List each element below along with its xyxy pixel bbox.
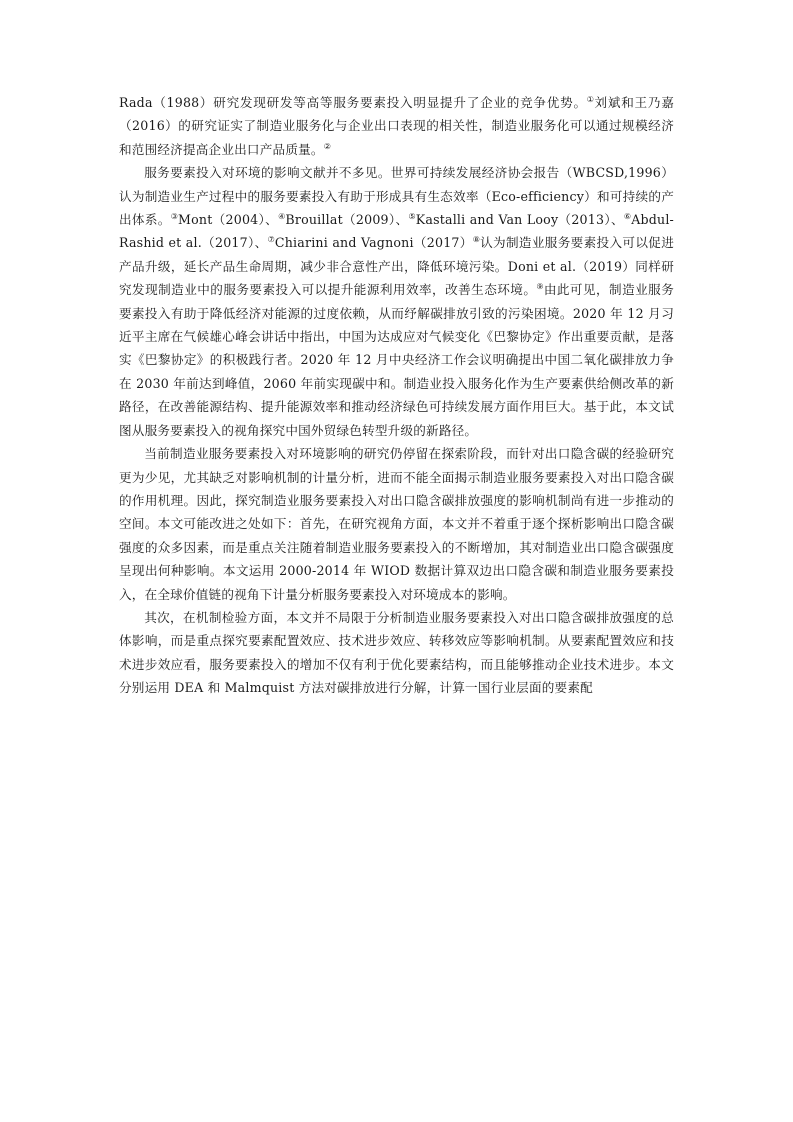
footnote-marker[interactable]: ④	[278, 212, 286, 222]
document-body	[119, 91, 674, 700]
paragraph-3: 当前制造业服务要素投入对环境影响的研究仍停留在探索阶段，而针对出口隐含碳的经验研究更为少见，尤其缺乏对影响机制的计量分析，进而不能全面揭示制造业服务要素投入对出口隐含碳的作用机理。因此，探究制造业服务要素投入对出口隐含碳排放强度的影响机制尚有进一步推动的空间。本文可能改进之处如下：首先，在研究视角方面，本文并不着重于逐个探析影响出口隐含碳强度的众多因素，而是重点关注随着制造业服务要素投入的不断增加，其对制造业出口隐含碳强度呈现出何种影响。本文运用 2000-2014 年 WIOD 数据计算双边出口隐含碳和制造业服务要素投入，在全球价值链的视角下计量分析服务要素投入对环境成本的影响。	[119, 446, 674, 602]
footnote-marker[interactable]: ⑨	[536, 282, 544, 292]
footnote-marker[interactable]: ①	[586, 95, 595, 104]
footnote-marker[interactable]: ③	[170, 212, 179, 222]
paragraph-4: 其次，在机制检验方面，本文并不局限于分析制造业服务要素投入对出口隐含碳排放强度的总体影响，而是重点探究要素配置效应、技术进步效应、转移效应等影响机制。从要素配置效应和技术进步效应看，服务要素投入的增加不仅有利于优化要素结构，而且能够推动企业技术进步。本文分别运用 DEA 和 Malmquist 方法对碳排放进行分解，计算一国行业层面的要素配	[119, 609, 674, 696]
paragraph-1: Rada（1988）研究发现研发等高等服务要素投入明显提升了企业的竞争优势。①刘斌和王乃嘉（2016）的研究证实了制造业服务化与企业出口表现的相关性，制造业服务化可以通过规模经济和范围经济提高企业出口产品质量。②	[119, 95, 675, 157]
footnote-marker[interactable]: ⑦	[267, 235, 275, 245]
footnote-marker[interactable]: ⑧	[472, 235, 481, 245]
footnote-marker[interactable]: ②	[323, 141, 331, 151]
footnote-marker[interactable]: ⑤	[408, 212, 416, 222]
footnote-marker[interactable]: ⑥	[623, 212, 632, 222]
paragraph-2: 服务要素投入对环境的影响文献并不多见。世界可持续发展经济协会报告（WBCSD,1996）认为制造业生产过程中的服务要素投入有助于形成具有生态效率（Eco-efficiency）和可持续的产出体系。③Mont（2004）、④Brouillat（2009）、⑤Kastalli and Van Looy（2013）、⑥Abdul-Rashid et al.（2017）、⑦Chiarini and Vagnoni（2017）⑧认为制造业服务要素投入可以促进产品升级，延长产品生命周期，减少非合意性产出，降低环境污染。Doni et al.（2019）同样研究发现制造业中的服务要素投入可以提升能源利用效率，改善生态环境。⑨由此可见，制造业服务要素投入有助于降低经济对能源的过度依赖，从而纾解碳排放引致的污染困境。2020 年 12 月习近平主席在气候雄心峰会讲话中指出，中国为达成应对气候变化《巴黎协定》作出重要贡献，是落实《巴黎协定》的积极践行者。2020 年 12 月中央经济工作会议明确提出中国二氧化碳排放力争在 2030 年前达到峰值，2060 年前实现碳中和。制造业投入服务化作为生产要素供给侧改革的新路径，在改善能源结构、提升能源效率和推动经济绿色可持续发展方面作用巨大。基于此，本文试图从服务要素投入的视角探究中国外贸绿色转型升级的新路径。	[119, 165, 675, 438]
